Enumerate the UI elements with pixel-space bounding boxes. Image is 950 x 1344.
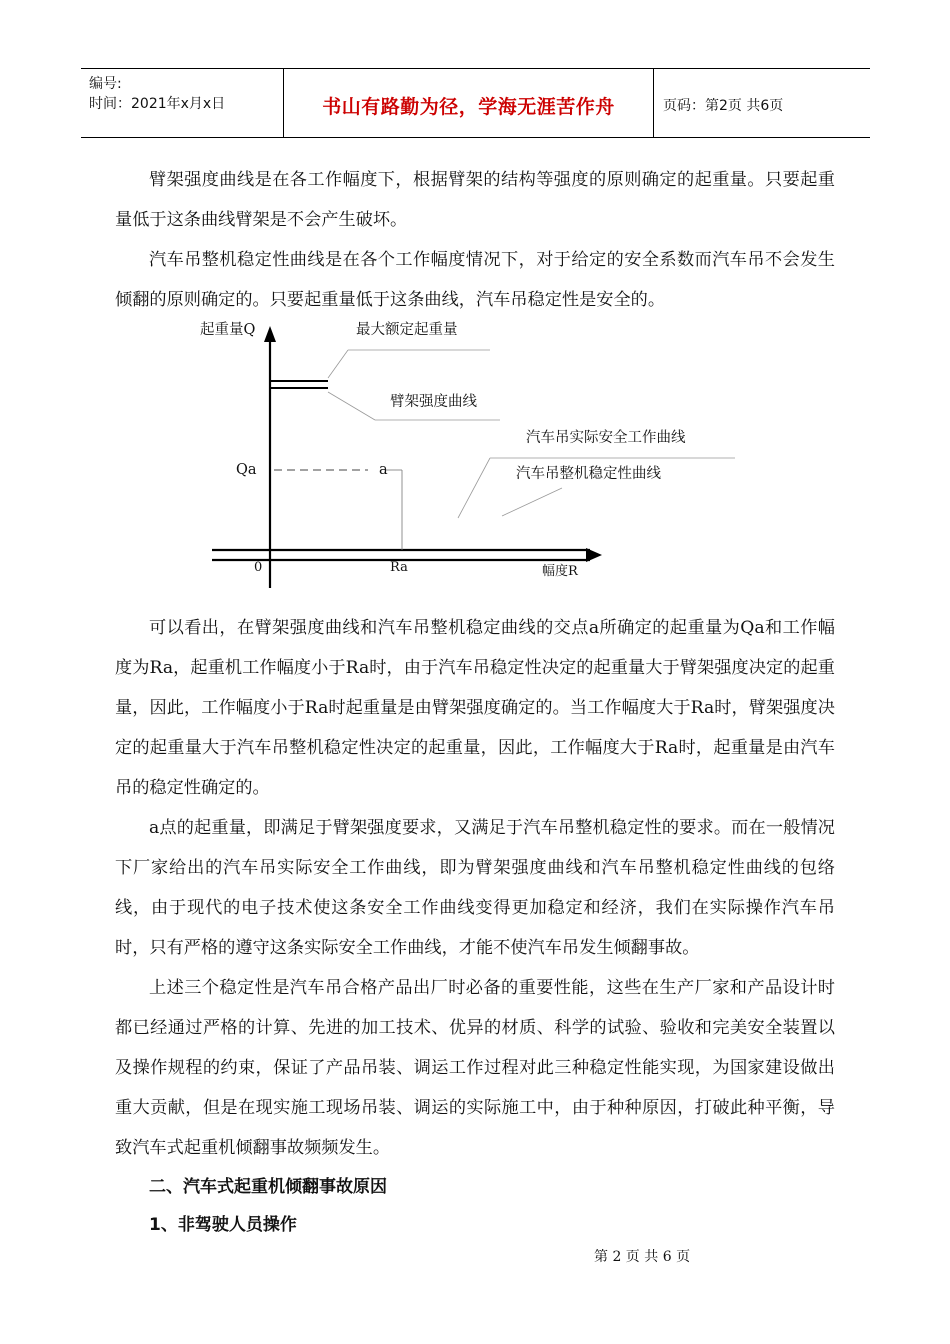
page-footer: 第 2 页 共 6 页 xyxy=(594,1249,691,1265)
x-axis-label: 幅度R xyxy=(542,564,578,579)
leader-boom xyxy=(328,392,375,420)
callout-max-rated: 最大额定起重量 xyxy=(356,322,458,338)
page-header xyxy=(81,68,870,138)
leader-stability xyxy=(502,488,562,516)
section-heading: 二、汽车式起重机倾翻事故原因 xyxy=(149,1177,387,1197)
paragraph: 上述三个稳定性是汽车吊合格产品出厂时必备的重要性能，这些在生产厂家和产品设计时都已经通过严格的计算、先进的加工技术、优异的材质、科学的试验、验收和完美安全装置以及操作规程的约束，保证了产品吊装、调运工作过程对此三种稳定性能实现，为国家建设做出重大贡献，但是在现实施工现场吊装、调运的实际施工中，由于种种原因，打破此种平衡，导致汽车式起重机倾翻事故频频发生。 xyxy=(115,978,835,1158)
callout-boom-strength: 臂架强度曲线 xyxy=(390,394,477,410)
header-page-cell xyxy=(663,69,863,137)
callout-actual-safe: 汽车吊实际安全工作曲线 xyxy=(526,430,686,446)
body-text-bottom xyxy=(115,608,835,1168)
header-time-label: 时间：2021年x月x日 xyxy=(89,96,226,112)
diagram-lines xyxy=(190,310,750,600)
x-axis-arrow xyxy=(586,548,602,562)
header-page-label: 页码：第2页 共6页 xyxy=(663,98,784,114)
paragraph: 汽车吊整机稳定性曲线是在各个工作幅度情况下，对于给定的安全系数而汽车吊不会发生倾翻的原则确定的。只要起重量低于这条曲线，汽车吊稳定性是安全的。 xyxy=(115,250,835,310)
paragraph: 臂架强度曲线是在各工作幅度下，根据臂架的结构等强度的原则确定的起重量。只要起重量低于这条曲线臂架是不会产生破坏。 xyxy=(115,170,835,230)
point-a-label: a xyxy=(379,462,388,478)
load-chart-diagram xyxy=(190,310,750,600)
header-motto: 书山有路勤为径，学海无涯苦作舟 xyxy=(322,96,615,118)
qa-label: Qa xyxy=(236,462,257,478)
paragraph: 可以看出，在臂架强度曲线和汽车吊整机稳定曲线的交点a所确定的起重量为Qa和工作幅度为Ra，起重机工作幅度小于Ra时，由于汽车吊稳定性决定的起重量大于臂架强度决定的起重量，因此，工作幅度小于Ra时起重量是由臂架强度确定的。当工作幅度大于Ra时，臂架强度决定的起重量大于汽车吊整机稳定性决定的起重量，因此，工作幅度大于Ra时，起重量是由汽车吊的稳定性确定的。 xyxy=(115,618,835,798)
leader-actual-safe xyxy=(458,458,490,518)
origin-label: 0 xyxy=(254,560,263,575)
header-motto-cell xyxy=(284,69,654,137)
body-text-top xyxy=(115,160,835,320)
y-axis-label: 起重量Q xyxy=(200,322,256,338)
ra-label: Ra xyxy=(390,560,408,575)
header-meta-cell xyxy=(81,69,284,137)
header-number-label: 编号: xyxy=(89,76,122,92)
y-axis-arrow xyxy=(264,326,276,342)
leader-max-load xyxy=(328,350,348,378)
paragraph: a点的起重量，即满足于臂架强度要求，又满足于汽车吊整机稳定性的要求。而在一般情况下厂家给出的汽车吊实际安全工作曲线，即为臂架强度曲线和汽车吊整机稳定性曲线的包络线，由于现代的电子技术使这条安全工作曲线变得更加稳定和经济，我们在实际操作汽车吊时，只有严格的遵守这条实际安全工作曲线，才能不使汽车吊发生倾翻事故。 xyxy=(115,818,835,958)
callout-stability: 汽车吊整机稳定性曲线 xyxy=(516,466,661,482)
subsection-heading: 1、非驾驶人员操作 xyxy=(149,1215,297,1235)
